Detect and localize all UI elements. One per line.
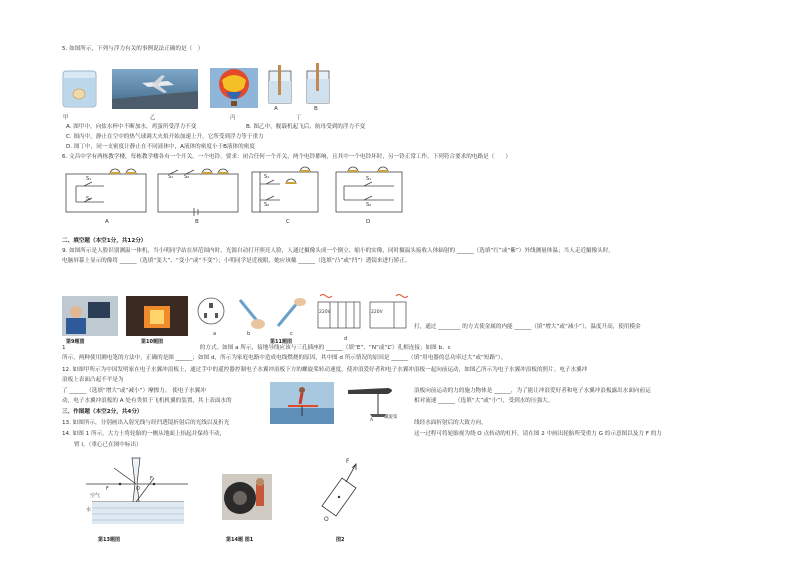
fig-label-ding: 丁 xyxy=(296,115,302,121)
fig13-o-label: O xyxy=(136,486,140,492)
q12-line-1: 12. 如图甲所示为中国发明家在电子水翼冲浪板上，通过手中的遥控器控制电子水翼冲浪板下方的螺旋桨转动速度，使冲浪爱好者和电子水翼冲浪板一起向前运动，如图乙所示为电子水翼冲浪板的照片。电子水翼冲 xyxy=(62,367,588,373)
v220-label-c: 220V xyxy=(319,310,331,315)
circuit-label-c: C xyxy=(286,219,290,225)
fig-label-bing: 丙 xyxy=(230,115,236,121)
q13-text: 13. 如图所示，分别画出入射光线与经凹透镜折射后的光线以及折光 xyxy=(62,420,230,426)
carrier-jet-image xyxy=(112,69,198,109)
face-recognition-image xyxy=(62,296,118,336)
q5-option-a: A. 图甲中，向盐水杯中不断加水，鸡蛋所受浮力不变 xyxy=(66,124,197,130)
circuit-c-s1: S₁ xyxy=(264,174,270,180)
q14-line-2: 臂 l。（重心已在图中标出） xyxy=(74,442,142,448)
q12-right-1: 浪板向前运动的力的施力物体是 ______，为了能让冲浪爱好者和电子水翼冲浪板露出水面向前运 xyxy=(414,388,651,394)
circuit-a xyxy=(64,166,148,216)
circuit-label-d: D xyxy=(366,219,371,225)
q11-line-a: 1 的方式。如图 a 所示，接地导线应该与三孔插座的 ______（填“E”、“N”或“L”）孔相连接；如图 b、c xyxy=(62,345,451,351)
q5-option-c: C. 图丙中，静止在空中的热气球调大火焰开始加速上升，它所受到浮力等于重力 xyxy=(66,134,264,140)
circuit-c xyxy=(250,166,320,216)
caption-q10: 第10题图 xyxy=(141,339,163,345)
circuit-a-s2: S₂ xyxy=(86,196,92,202)
caption-q14-fig2: 图2 xyxy=(336,537,345,543)
hot-air-balloon-image xyxy=(210,68,258,108)
q10-right-text: 打，通过 ________ 的方式使金属的内能 ______（填“增大”或“减小”），温度升高，使用模金 xyxy=(414,324,641,330)
tire-lift-photo xyxy=(222,474,272,520)
sub-label-a: a xyxy=(213,331,217,337)
furnace-image xyxy=(126,296,188,336)
q11-line-b: 所示，两种使用测电笔的方法中，正确的是图 ______；如图 d，所示为家庭电路中造成电线燃烧的原因，其中图 d 所示情况的原因是 ______（填“用电器的总功率过大”或“短路”）。 xyxy=(62,355,507,361)
circuit-a-s1: S₁ xyxy=(86,176,92,182)
hydrofoil-label: 螺旋桨 xyxy=(384,415,398,420)
fig-label-b: B xyxy=(314,106,318,112)
test-pen-c-image xyxy=(272,296,308,330)
circuit-b-s2: S₂ xyxy=(184,174,190,180)
circuit-c-s2: S₂ xyxy=(264,202,270,208)
q12-line-2: 浪板上表面凸起不平是为 xyxy=(62,377,124,383)
air-label: 空气 xyxy=(90,493,101,499)
q5-stem: 5. 如图所示，下列与浮力有关的事例说法正确的是（ ） xyxy=(62,46,204,52)
q9-line-2: 电脑屏幕上显示的像将 ______（选填“变大”、“变小”或“不变”）；小明同学是近视眼，她应该戴 ______（选填“凸”或“凹”）透镜来进行矫正。 xyxy=(62,258,411,264)
fig13-f-left: F xyxy=(106,486,109,492)
circuit-b-s1: S₁ xyxy=(168,174,174,180)
caption-q14-fig1: 第14题 图1 xyxy=(226,537,254,543)
q14-right-text: 这一过程可将轮胎视为绕 O 点转动的杠杆。请在图 2 中画出轮胎所受重力 G 的示意图以及力 F 的力 xyxy=(414,431,662,437)
surfer-image xyxy=(270,382,334,424)
lever-o-label: O xyxy=(324,516,329,523)
q12-line-4: 动，电子水翼冲浪板的 A 处有类似于飞机机翼的装置，其上表面水的 xyxy=(62,398,232,404)
circuit-label-b: B xyxy=(195,219,199,225)
sub-label-d: d xyxy=(344,336,348,342)
beaker-egg-image xyxy=(62,70,97,108)
q6-stem: 6. 文昌中学有两栋教学楼，每栋教学楼各有一个开关，一个电铃。要求：闭合任何一个开关，两个电铃都响，且其中一个电铃坏时，另一铃正常工作。下列符合要求的电路是（ ） xyxy=(62,154,512,160)
circuit-d-s2: S₂ xyxy=(366,202,372,208)
q9-line-1: 9. 如图所示是人脸识别测温一体机，当小明同学站在屏范围内时，光源自动打开照亮人脸，人通过摄像头成一个倒立、缩小的实像，同时摄温头接收人体辐射的 ______（选填“红”或“紫”）外线测量体温；当人走近摄像头时， xyxy=(62,248,614,254)
test-pen-b-image xyxy=(236,296,266,330)
section-2-title: 二、填空题（本空1分，共12分） xyxy=(62,238,147,244)
sub-label-b: b xyxy=(247,331,251,337)
hydrometer-beakers-image xyxy=(265,63,335,105)
fig-label-jia: 甲 xyxy=(63,115,69,121)
circuit-d-s1: S₁ xyxy=(366,176,372,182)
q12-right-2: 相对流速 ______（选填“大”或“小”），受到水的压强大。 xyxy=(414,398,554,404)
q12-line-3: 了 ______（选填“增大”或“减小”）摩擦力。 使电子水翼冲 xyxy=(62,388,206,394)
socket-image xyxy=(196,296,226,326)
fig-label-yi: 乙 xyxy=(150,115,156,121)
q5-option-d: D. 图丁中，同一支密度计静止在不同液体中，A液体的密度小于B液体的密度 xyxy=(66,144,255,150)
circuit-b xyxy=(156,168,240,216)
caption-q11: 第11题图 xyxy=(270,339,292,345)
lever-f-label: F xyxy=(346,458,350,465)
hydrofoil-image xyxy=(344,384,404,424)
circuit-d xyxy=(334,166,404,216)
hydrofoil-a-label: A xyxy=(370,418,374,423)
sub-label-c: c xyxy=(290,331,293,337)
caption-q13: 第13题图 xyxy=(98,537,120,543)
q14-line-1: 14. 如图 1 所示，大力士将轮胎的一侧从地面上抬起并保持不动， xyxy=(62,431,226,437)
fig13-f-right: F xyxy=(150,476,153,482)
q5-option-b: B. 图乙中，舰载机起飞后，航母受到的浮力不变 xyxy=(246,124,366,130)
section-3-title: 三、作图题（本空2分，共4分） xyxy=(62,409,143,415)
fig-label-a: A xyxy=(274,106,278,112)
lever-diagram xyxy=(316,460,362,524)
lens-water-diagram xyxy=(84,454,190,528)
circuit-label-a: A xyxy=(105,219,109,225)
v220-label-d: 220V xyxy=(371,310,383,315)
q13-right-text: 线经水面折射后的大致方向。 xyxy=(414,420,487,426)
short-circuit-image xyxy=(368,294,408,334)
caption-q9: 第9题图 xyxy=(66,339,85,345)
overload-circuit-image xyxy=(316,294,362,334)
water-label: 水 xyxy=(86,507,92,513)
